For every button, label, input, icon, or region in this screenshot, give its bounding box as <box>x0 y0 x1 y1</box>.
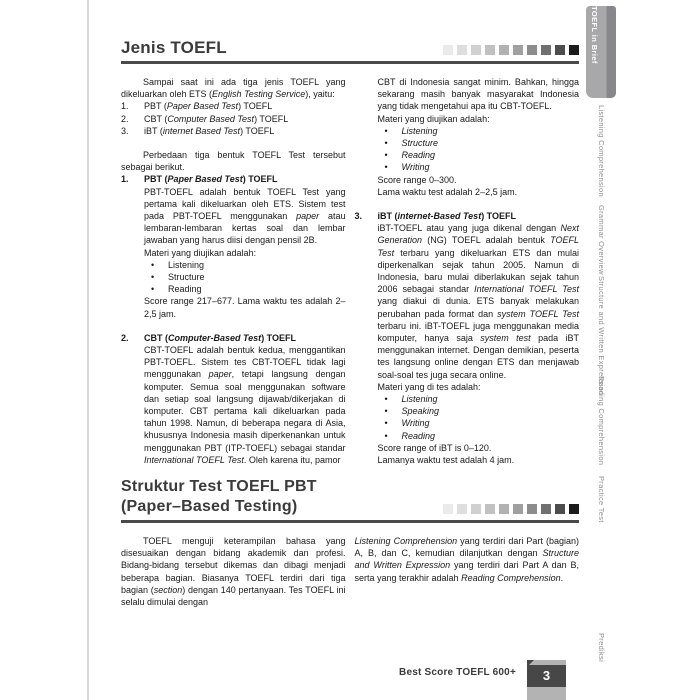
bullet-text: Listening <box>401 125 438 136</box>
section-header <box>121 38 579 58</box>
cbt-continuation <box>355 76 580 198</box>
list-number: 2. <box>121 113 129 124</box>
footer-book-title: Best Score TOEFL 600+ <box>399 667 516 678</box>
intro-paragraph: Sampai saat ini ada tiga jenis TOEFL yang dikeluarkan oleh ETS (English Testing Service), yaitu: <box>121 77 346 100</box>
gradient-square <box>541 504 551 514</box>
bullet-text: Structure <box>168 272 205 283</box>
right-column <box>355 535 580 608</box>
lead-paragraph: Perbedaan tiga bentuk TOEFL Test tersebut sebagai berikut. <box>121 150 346 173</box>
gradient-square <box>471 45 481 55</box>
gradient-square <box>443 504 453 514</box>
gradient-square <box>527 504 537 514</box>
section-header <box>121 477 579 517</box>
bullet-item <box>144 259 346 271</box>
section-title-line1: Struktur Test TOEFL PBT <box>121 478 317 495</box>
bullet-dot <box>385 161 402 173</box>
item-number: 2. <box>121 332 129 343</box>
sidebar-label-reading-comprehension: Reading Comprehension <box>597 376 606 466</box>
section-rule <box>121 520 579 523</box>
bullet-dot <box>151 259 168 271</box>
gradient-square <box>541 45 551 55</box>
section-struktur-test <box>121 477 579 608</box>
bullet-item <box>144 271 346 283</box>
page-edge-line <box>87 0 89 700</box>
chapter-tab <box>586 6 616 98</box>
bullet-item <box>378 417 580 429</box>
list-text: CBT (Computer Based Test) TOEFL <box>144 113 289 124</box>
numbered-item-cbt <box>121 332 346 466</box>
gradient-squares-decoration <box>443 45 579 55</box>
bullet-text: Reading <box>401 430 436 441</box>
item-body-continued: CBT di Indonesia sangat minim. Bahkan, hingga sekarang masih banyak masyarakat Indonesia yang tidak mengetahui apa itu CBT-TOEFL. <box>377 77 579 112</box>
bullet-text: Writing <box>401 162 430 173</box>
bullet-dot <box>385 149 402 161</box>
bullet-dot <box>151 283 168 295</box>
bullet-dot <box>385 430 402 442</box>
list-text: PBT (Paper Based Test) TOEFL <box>144 101 273 112</box>
section-jenis-toefl <box>121 38 579 466</box>
numbered-item-pbt <box>121 173 346 319</box>
gradient-square <box>527 45 537 55</box>
bullet-dot <box>385 137 402 149</box>
bullet-dot <box>151 271 168 283</box>
item-number: 1. <box>121 174 129 185</box>
gradient-square <box>513 45 523 55</box>
bullet-item <box>378 393 580 405</box>
bullet-dot <box>385 405 402 417</box>
section-title-line2: (Paper–Based Testing) <box>121 498 298 515</box>
bullet-text: Structure <box>401 138 439 149</box>
duration-line: Lamanya waktu test adalah 4 jam. <box>377 455 515 466</box>
bullet-dot <box>385 417 402 429</box>
materi-label: Materi yang diujikan adalah: <box>144 247 257 258</box>
list-number: 1. <box>121 101 129 112</box>
section-title: Jenis TOEFL <box>121 38 227 57</box>
gradient-square <box>499 504 509 514</box>
left-column <box>121 76 346 466</box>
list-item <box>121 100 346 112</box>
score-line: Score range 0–300. <box>377 174 457 185</box>
item-heading: iBT (internet-Based Test) TOEFL <box>377 211 517 222</box>
body-paragraph: TOEFL menguji keterampilan bahasa yang disesuaikan dengan bidang akademik dan profesi. Bidang-bidang tersebut dikemas dan dibagi menjadi beberapa bagian. Biasanya TOEFL terdiri dari tiga bagian (section) dengan 140 pertanyaan. Tes TOEFL ini selalu dimulai dengan <box>121 536 346 608</box>
bullet-dot <box>385 125 402 137</box>
bullet-text: Reading <box>168 284 202 295</box>
gradient-square <box>443 45 453 55</box>
materi-label: Materi yang di tes adalah: <box>377 381 481 392</box>
sidebar-label-structure-written-expression: Structure and Written Expression <box>597 276 606 396</box>
gradient-square <box>499 45 509 55</box>
page-number: 3 <box>527 665 566 687</box>
bullet-item <box>144 283 346 295</box>
numbered-item-ibt <box>355 210 580 466</box>
gradient-square <box>569 504 579 514</box>
bullet-item <box>378 149 580 161</box>
item-heading: PBT (Paper Based Test) TOEFL <box>144 174 278 185</box>
bullet-item <box>378 125 580 137</box>
gradient-square <box>485 504 495 514</box>
page-number-box <box>527 660 566 700</box>
bullet-item <box>378 137 580 149</box>
list-text: iBT (internet Based Test) TOEFL <box>144 125 275 136</box>
list-item <box>121 125 346 137</box>
score-line: Score range of iBT is 0–120. <box>377 442 492 453</box>
bullet-item <box>378 161 580 173</box>
duration-line: Lama waktu test adalah 2–2,5 jam. <box>377 186 518 197</box>
bullet-item <box>378 430 580 442</box>
sidebar-label-prediksi: Prediksi <box>597 633 606 663</box>
item-number: 3. <box>354 211 363 222</box>
bullet-text: Writing <box>401 418 430 429</box>
gradient-square <box>457 45 467 55</box>
bullet-text: Reading <box>401 150 436 161</box>
bullet-text: Listening <box>401 394 438 405</box>
bullet-item <box>378 405 580 417</box>
sidebar-label-practice-test: Practice Test <box>597 476 606 523</box>
item-body: PBT-TOEFL adalah bentuk TOEFL Test yang pertama kali dikeluarkan oleh ETS. Sistem test pada PBT-TOEFL menggunakan paper atau lembaran-lembaran kertas soal dan lembar jawaban yang harus diisi dengan pensil 2B. <box>144 186 346 246</box>
gradient-square <box>569 45 579 55</box>
bullet-text: Speaking <box>401 406 440 417</box>
sidebar-label-grammar-overview: Grammar Overview <box>597 205 606 275</box>
item-heading: CBT (Computer-Based Test) TOEFL <box>144 332 297 343</box>
item-body: iBT-TOEFL atau yang juga dikenal dengan Next Generation (NG) TOEFL adalah bentuk TOEFL Test terbaru yang dikeluarkan ETS dan mulai diperkenalkan sejak tahun 2005. Namun di Indonesia, baru mulai diberlakukan sejak tahun 2006 sebagai standar International TOEFL Test yang diakui di dunia. ETS banyak melakukan perubahan pada format dan system TOEFL Test terbaru ini. iBT-TOEFL juga menggunakan media komputer, hanya saja system test pada iBT menggunakan internet. Dengan demikian, peserta tes langsung online dengan ETS dan menjawab soal-soal tes juga secara online. <box>377 223 579 380</box>
gradient-square <box>471 504 481 514</box>
gradient-square <box>513 504 523 514</box>
gradient-square <box>457 504 467 514</box>
section-rule <box>121 61 579 64</box>
left-column <box>121 535 346 608</box>
gradient-squares-decoration <box>443 504 579 514</box>
right-column <box>355 76 580 466</box>
gradient-square <box>555 504 565 514</box>
gradient-square <box>485 45 495 55</box>
gradient-square <box>555 45 565 55</box>
bullet-dot <box>385 393 402 405</box>
list-item <box>121 113 346 125</box>
chapter-tab-label: TOEFL in Brief <box>590 6 599 64</box>
list-number: 3. <box>121 125 129 136</box>
body-paragraph: Listening Comprehension yang terdiri dari Part (bagian) A, B, dan C, kemudian dilanjutkan dengan Structure and Written Expression yang terdiri dari Part A dan B, serta yang terakhir adalah Reading Comprehension. <box>354 536 579 583</box>
item-body: CBT-TOEFL adalah bentuk kedua, menggantikan PBT-TOEFL. Sistem tes CBT-TOEFL tidak lagi menggunakan paper, tetapi langsung dengan komputer. Semua soal menggunakan software dan setiap soal langsung dijawab/dikerjakan di komputer. CBT pertama kali dikeluarkan pada tahun 1998. Namun, di beberapa negara di Asia, khususnya Indonesia masih diperkenankan untuk menggunakan PBT (ITP-TOEFL) sebagai standar International TOEFL Test. Oleh karena itu, pamor <box>144 345 346 465</box>
sidebar-label-listening-comprehension: Listening Comprehension <box>597 105 606 197</box>
score-line: Score range 217–677. Lama waktu tes adalah 2–2,5 jam. <box>144 296 346 319</box>
materi-label: Materi yang diujikan adalah: <box>377 113 490 124</box>
bullet-text: Listening <box>168 259 205 270</box>
